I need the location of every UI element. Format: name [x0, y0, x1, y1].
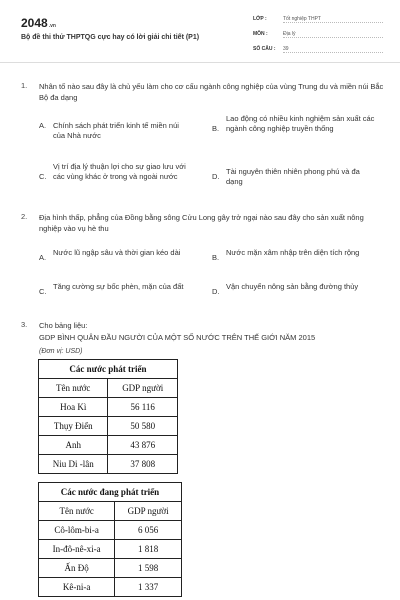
count-value: 39	[283, 46, 383, 53]
cell-gdp: 56 116	[108, 398, 178, 417]
count-label: SỐ CÂU :	[253, 46, 276, 52]
cell-gdp: 37 808	[108, 455, 178, 474]
question-3-text: Cho bảng liệu:	[39, 321, 88, 330]
option-text: Tăng cường sự bốc phèn, mặn của đất	[53, 282, 184, 291]
table-row	[39, 436, 178, 455]
option-letter: D.	[212, 172, 220, 181]
cell-gdp: 6 056	[115, 521, 182, 540]
table-title: GDP BÌNH QUÂN ĐẦU NGƯỜI CỦA MỘT SỐ NƯỚC TRÊN THẾ GIỚI NĂM 2015	[39, 333, 316, 342]
option-letter: D.	[212, 287, 220, 296]
meta-class	[253, 16, 383, 23]
table-row	[39, 578, 182, 597]
option-text: Nước mặn xâm nhập trên diện tích rộng	[226, 248, 360, 257]
cell-gdp: 43 876	[108, 436, 178, 455]
cell-country: Cô-lôm-bi-a	[39, 521, 115, 540]
table-row	[39, 540, 182, 559]
subject-label: MÔN :	[253, 31, 268, 37]
cell-country: Hoa Kì	[39, 398, 108, 417]
cell-country: Thụy Điển	[39, 417, 108, 436]
question-3-number: 3.	[21, 320, 28, 329]
page-header	[0, 0, 400, 62]
table-row	[39, 398, 178, 417]
option-letter: A.	[39, 121, 47, 130]
table-unit: (Đơn vị: USD)	[39, 348, 83, 355]
table-row	[39, 521, 182, 540]
column-header-gdp: GDP người	[108, 379, 178, 398]
option-text: Vận chuyển nông sản bằng đường thủy	[226, 282, 359, 291]
option-letter: B.	[212, 124, 220, 133]
table-developing-countries	[38, 482, 182, 597]
site-logo[interactable]	[21, 16, 56, 30]
meta-subject	[253, 31, 383, 38]
option-letter: C.	[39, 287, 47, 296]
column-header-country: Tên nước	[39, 379, 108, 398]
cell-country: Kê-ni-a	[39, 578, 115, 597]
option-letter: A.	[39, 253, 47, 262]
subject-value: Địa lý	[283, 31, 383, 38]
cell-country: Anh	[39, 436, 108, 455]
table-row	[39, 559, 182, 578]
meta-count	[253, 46, 383, 53]
cell-gdp: 1 818	[115, 540, 182, 559]
class-label: LỚP :	[253, 16, 267, 22]
question-1-number: 1.	[21, 81, 28, 90]
cell-country: Ấn Độ	[39, 559, 115, 578]
table-developed-countries	[38, 359, 178, 474]
option-text: Chính sách phát triển kinh tế miền núi của Nhà nước	[53, 121, 179, 140]
header-divider	[0, 62, 400, 63]
cell-gdp: 1 337	[115, 578, 182, 597]
logo-sub: .vn	[48, 23, 56, 29]
class-value: Tốt nghiệp THPT	[283, 16, 383, 23]
table-heading: Các nước đang phát triển	[39, 483, 182, 502]
question-2-text: Địa hình thấp, phẳng của Đồng bằng sông Cửu Long gây trở ngại nào sau đây cho sản xuất nông nghiệp vào vụ hè thu	[39, 213, 364, 233]
cell-gdp: 50 580	[108, 417, 178, 436]
cell-gdp: 1 598	[115, 559, 182, 578]
column-header-country: Tên nước	[39, 502, 115, 521]
table-row	[39, 417, 178, 436]
cell-country: In-đô-nê-xi-a	[39, 540, 115, 559]
cell-country: Niu Di -lân	[39, 455, 108, 474]
option-letter: B.	[212, 253, 220, 262]
logo-main: 2048	[21, 16, 48, 30]
question-1-text: Nhân tố nào sau đây là chủ yếu làm cho cơ cấu ngành công nghiệp của vùng Trung du và miền núi Bắc Bộ đa dạng	[39, 82, 384, 102]
option-text: Nước lũ ngập sâu và thời gian kéo dài	[53, 248, 181, 257]
option-text: Tài nguyên thiên nhiên phong phú và đa dạng	[226, 167, 360, 186]
column-header-gdp: GDP người	[115, 502, 182, 521]
table-row	[39, 455, 178, 474]
question-2-number: 2.	[21, 212, 28, 221]
table-heading: Các nước phát triển	[39, 360, 178, 379]
option-letter: C.	[39, 172, 47, 181]
option-text: Vị trí địa lý thuận lợi cho sự giao lưu với các vùng khác ở trong và ngoài nước	[53, 162, 186, 181]
option-text: Lao động có nhiều kinh nghiệm sản xuất các ngành công nghiệp truyền thống	[226, 114, 375, 133]
document-title: Bộ đề thi thử THPTQG cực hay có lời giải chi tiết (P1)	[21, 34, 200, 41]
